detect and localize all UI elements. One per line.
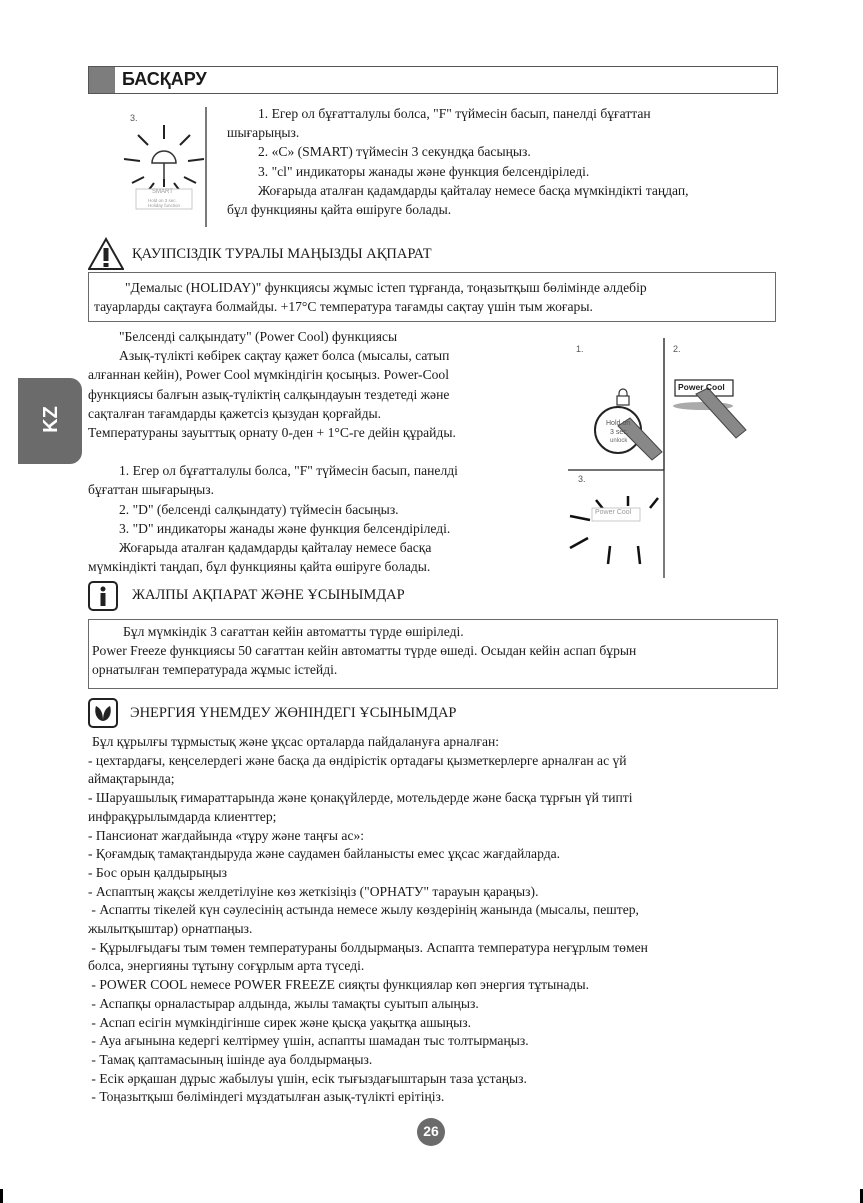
power-cool-step: 2. "D" (белсенді салқындату) түймесін басыңыз.	[119, 501, 399, 517]
smart-caption-1: Hold on 3 sec.	[148, 198, 177, 203]
power-cool-lit-label: Power Cool	[595, 509, 632, 516]
safety-heading: ҚАУІПСІЗДІК ТУРАЛЫ МАҢЫЗДЫ АҚПАРАТ	[132, 246, 432, 262]
list-item: жылытқыштар) орнатпаңыз.	[88, 921, 253, 937]
power-cool-line: Азық-түлікті көбірек сақтау қажет болса (мысалы, сатып	[119, 348, 450, 364]
list-item: - Тамақ қаптамасының ішінде ауа болдырмаңыз.	[88, 1051, 373, 1067]
energy-heading-row	[88, 698, 688, 730]
figure-step-2: 2.	[673, 344, 681, 354]
list-item: - Құрылғыдағы тым төмен температураны болдырмаңыз. Аспапта температура неғұрлым төмен	[88, 939, 648, 955]
energy-list	[88, 733, 788, 1107]
list-item: - цехтардағы, кеңселердегі және басқа да өндірістік ортадағы қызметкерлерге арналған ас үй	[88, 752, 627, 768]
list-item: Бұл құрылғы тұрмыстық және ұқсас орталарда пайдалануға арналған:	[92, 734, 500, 749]
power-cool-step: Жоғарыда аталған қадамдарды қайталау немесе басқа	[119, 540, 432, 556]
smart-button-illustration	[118, 107, 210, 227]
page-number-badge	[417, 1118, 445, 1146]
list-item: - Аспапты тікелей күн сәулесінің астында немесе жылу көздерінің жанында (мысалы, пештер,	[88, 902, 639, 918]
step-line: бұл функцияны қайта өшіруге болады.	[227, 202, 452, 218]
general-line: орнатылған температурада жұмыс істейді.	[92, 662, 338, 678]
power-cool-step: бұғаттан шығарыңыз.	[88, 482, 215, 498]
power-cool-illustration	[568, 338, 748, 578]
info-icon	[88, 581, 118, 611]
hold-label-3: unlock	[610, 438, 628, 444]
power-cool-line: сақталған тағамдарды қажетсіз қызудан қорғайды.	[88, 405, 382, 421]
power-cool-title: "Белсенді салқындату" (Power Cool) функциясы	[119, 329, 398, 344]
step-line: 2. «C» (SMART) түймесін 3 секундқа басыңыз.	[258, 144, 531, 160]
smart-steps	[227, 104, 767, 219]
general-line: Бұл мүмкіндік 3 сағаттан кейін автоматты түрде өшіріледі.	[123, 624, 464, 639]
smart-caption-2: Holiday function	[148, 203, 181, 208]
power-cool-step: 1. Егер ол бұғатталулы болса, "F" түймесін басып, панелді	[119, 463, 458, 479]
smart-figure	[118, 107, 210, 227]
list-item: - Аспаптың жақсы желдетілуіне көз жеткізіңіз ("ОРНАТУ" тарауын қараңыз).	[88, 883, 539, 899]
language-tab-label: KZ	[39, 406, 62, 433]
power-cool-line: Температураны зауыттық орнату 0-ден + 1°C-ге дейін құрайды.	[88, 425, 456, 441]
step-line: 3. "cl" индикаторы жанады және функция белсендіріледі.	[258, 163, 590, 179]
list-item: - Ауа ағынына кедергі келтірмеу үшін, аспапты шамадан тыс толтырмаңыз.	[88, 1033, 529, 1049]
step-line: шығарыңыз.	[227, 125, 300, 141]
hold-label-1: Hold on	[606, 420, 631, 427]
figure-step-3: 3.	[578, 474, 586, 484]
list-item: - POWER COOL немесе POWER FREEZE сияқты функциялар көп энергия тұтынады.	[88, 977, 590, 993]
safety-line: тауарларды сақтауға болмайды. +17°C температура тағамды сақтау үшін тым жоғары.	[94, 299, 593, 315]
safety-heading-row	[88, 237, 688, 271]
crop-mark	[0, 1189, 3, 1203]
figure-step-label: 3.	[130, 113, 138, 123]
warning-icon	[88, 237, 124, 271]
general-heading-row	[88, 581, 688, 613]
smart-button-label: SMART	[152, 189, 173, 195]
leaf-icon	[88, 698, 118, 728]
list-item: - Шаруашылық ғимараттарында және қонақүйлерде, мотельдерде және басқа тұрғын үй типті	[88, 790, 633, 806]
energy-heading: ЭНЕРГИЯ ҮНЕМДЕУ ЖӨНІНДЕГІ ҰСЫНЫМДАР	[130, 705, 457, 721]
list-item: - Есік әрқашан дұрыс жабылуы үшін, есік тығыздағыштарын таза ұстаңыз.	[88, 1070, 527, 1086]
power-cool-section	[88, 327, 558, 576]
page-title: БАСҚАРУ	[122, 69, 207, 89]
safety-box	[88, 272, 776, 322]
power-cool-line: функциясы балғын азық-түліктің салқындауын тездетеді және	[88, 386, 450, 402]
page-number: 26	[423, 1123, 439, 1139]
power-cool-figure	[568, 338, 748, 578]
safety-line: "Демалыс (HOLIDAY)" функциясы жұмыс істеп тұрғанда, тоңазытқыш бөлімінде әлдебір	[125, 280, 647, 295]
list-item: - Қоғамдық тамақтандыруда және саудамен байланысты емес ұқсас жағдайларда.	[88, 846, 561, 862]
power-cool-button-label: Power Cool	[678, 382, 725, 392]
language-tab	[18, 378, 82, 464]
power-cool-step: мүмкіндікті таңдап, бұл функцияны қайта өшіруге болады.	[88, 559, 431, 575]
general-line: Power Freeze функциясы 50 сағаттан кейін автоматты түрде өшеді. Осыдан кейін аспап бұрын	[92, 643, 637, 659]
step-line: 1. Егер ол бұғатталулы болса, "F" түймесін басып, панелді бұғаттан	[258, 106, 651, 121]
list-item: - Тоңазытқыш бөліміндегі мұздатылған азық-түлікті ерітіңіз.	[88, 1089, 445, 1105]
list-item: инфрақұрылымдарда клиенттер;	[88, 808, 277, 824]
list-item: аймақтарында;	[88, 771, 175, 787]
header-marker	[89, 67, 115, 93]
list-item: - Аспапқы орналастырар алдында, жылы тамақты суытып алыңыз.	[88, 995, 479, 1011]
power-cool-step: 3. "D" индикаторы жанады және функция белсендіріледі.	[119, 520, 451, 536]
list-item: - Аспап есігін мүмкіндігінше сирек және қысқа уақытқа ашыңыз.	[88, 1014, 471, 1030]
general-heading: ЖАЛПЫ АҚПАРАТ ЖӘНЕ ҰСЫНЫМДАР	[132, 587, 405, 603]
list-item: - Бос орын қалдырыңыз	[88, 864, 227, 880]
section-header	[88, 66, 778, 94]
list-item: болса, энергияны тұтыну соғұрлым арта түседі.	[88, 958, 365, 974]
list-item: - Пансионат жағдайында «тұру және таңғы ас»:	[88, 827, 365, 843]
hold-label-2: 3 sec.	[610, 429, 629, 436]
general-box	[88, 619, 778, 689]
step-line: Жоғарыда аталған қадамдарды қайталау немесе басқа мүмкіндікті таңдап,	[258, 182, 689, 198]
power-cool-line: алғаннан кейін), Power Cool мүмкіндігін қосыңыз. Power-Cool	[88, 367, 450, 383]
figure-step-1: 1.	[576, 344, 584, 354]
